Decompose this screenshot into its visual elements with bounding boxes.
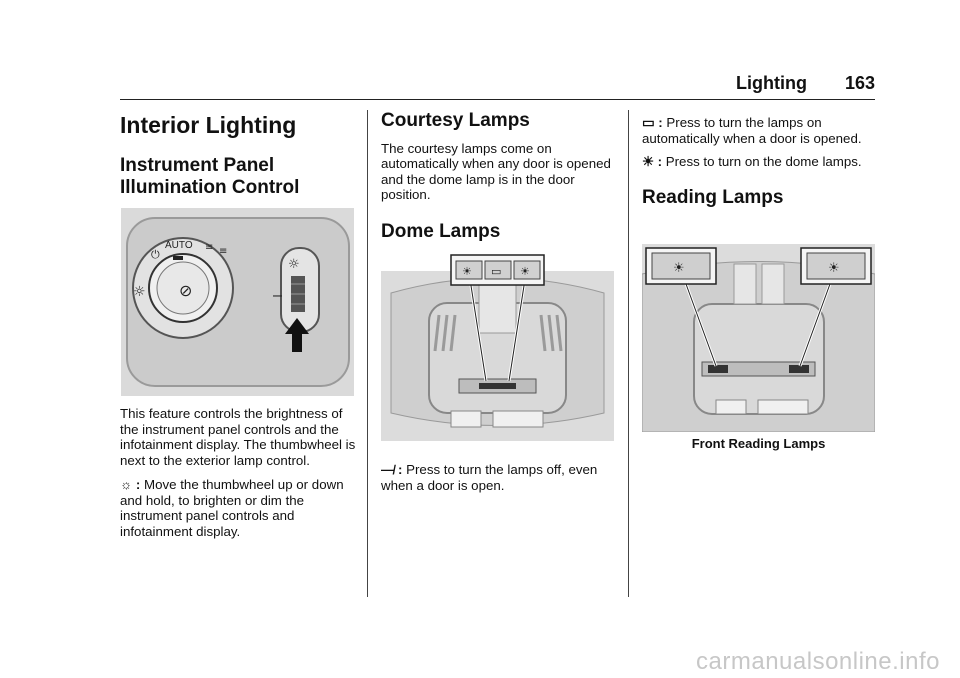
dome-lamps-heading: Dome Lamps — [381, 220, 501, 242]
column-1-body — [120, 406, 358, 539]
column-2 — [381, 108, 621, 244]
column-3 — [642, 115, 872, 209]
door-text: Press to turn the lamps on automatically when a door is opened. — [642, 115, 862, 146]
page-number: 163 — [844, 73, 875, 93]
svg-text:≡: ≡ — [205, 242, 214, 253]
courtesy-lamps-heading: Courtesy Lamps — [381, 110, 530, 131]
svg-text:☼: ☼ — [133, 284, 146, 300]
section-title: Lighting — [736, 73, 807, 93]
instrument-panel-heading: Instrument Panel Illumination Control — [120, 154, 300, 199]
off-paragraph: —̸ : Press to turn the lamps off, even when a door is open. — [381, 462, 598, 493]
on-paragraph: ☀ : Press to turn on the dome lamps. — [642, 154, 862, 169]
svg-text:☀: ☀ — [673, 261, 685, 276]
auto-label: AUTO — [165, 240, 193, 251]
header-rule — [120, 99, 875, 100]
thumbwheel-paragraph: ☼ : Move the thumbwheel up or down and hold, to brighten or dim the instrument panel controls and infotainment display. — [120, 477, 344, 539]
figure-caption: Front Reading Lamps — [691, 436, 826, 451]
thumbwheel-figure — [121, 208, 354, 396]
column-divider-2 — [628, 110, 629, 597]
page-header — [120, 70, 875, 100]
reading-lamps-figure — [642, 244, 875, 432]
on-text: Press to turn on the dome lamps. — [665, 154, 862, 169]
courtesy-paragraph: The courtesy lamps come on automatically when any door is opened and the dome lamp is in the door position. — [381, 140, 611, 203]
svg-text:⊘: ⊘ — [179, 281, 193, 300]
interior-lighting-heading: Interior Lighting — [120, 112, 297, 138]
svg-text:☀: ☀ — [828, 261, 840, 276]
dome-on-icon: ☀ — [642, 154, 654, 169]
dome-lamps-figure — [381, 253, 614, 441]
door-icon: ▭ — [642, 115, 655, 130]
column-1 — [120, 108, 356, 200]
minus-label: – — [273, 287, 282, 304]
thumbwheel-text: Move the thumbwheel up or down and hold, to brighten or dim the instrument panel controls and infotainment display. — [120, 477, 344, 539]
svg-text:☀: ☀ — [520, 265, 530, 278]
column-2-body — [381, 462, 621, 493]
lamps-off-icon: —̸ — [381, 462, 395, 477]
svg-text:☀: ☀ — [462, 265, 472, 278]
svg-text:≡: ≡ — [219, 246, 228, 257]
off-text: Press to turn the lamps off, even when a door is open. — [381, 462, 598, 493]
thumbwheel-icon: ☼ — [120, 477, 133, 492]
column-divider-1 — [367, 110, 368, 597]
svg-text:▭: ▭ — [491, 265, 502, 278]
svg-text:⏻: ⏻ — [151, 248, 160, 261]
watermark: carmanualsonline.info — [696, 648, 940, 675]
door-paragraph: ▭ : Press to turn the lamps on automatically when a door is opened. — [642, 115, 862, 146]
reading-lamps-heading: Reading Lamps — [642, 186, 784, 208]
svg-text:☼: ☼ — [288, 257, 300, 272]
intro-paragraph: This feature controls the brightness of the instrument panel controls and the infotainment display. The thumbwheel is next to the exterior lamp control. — [120, 406, 356, 468]
